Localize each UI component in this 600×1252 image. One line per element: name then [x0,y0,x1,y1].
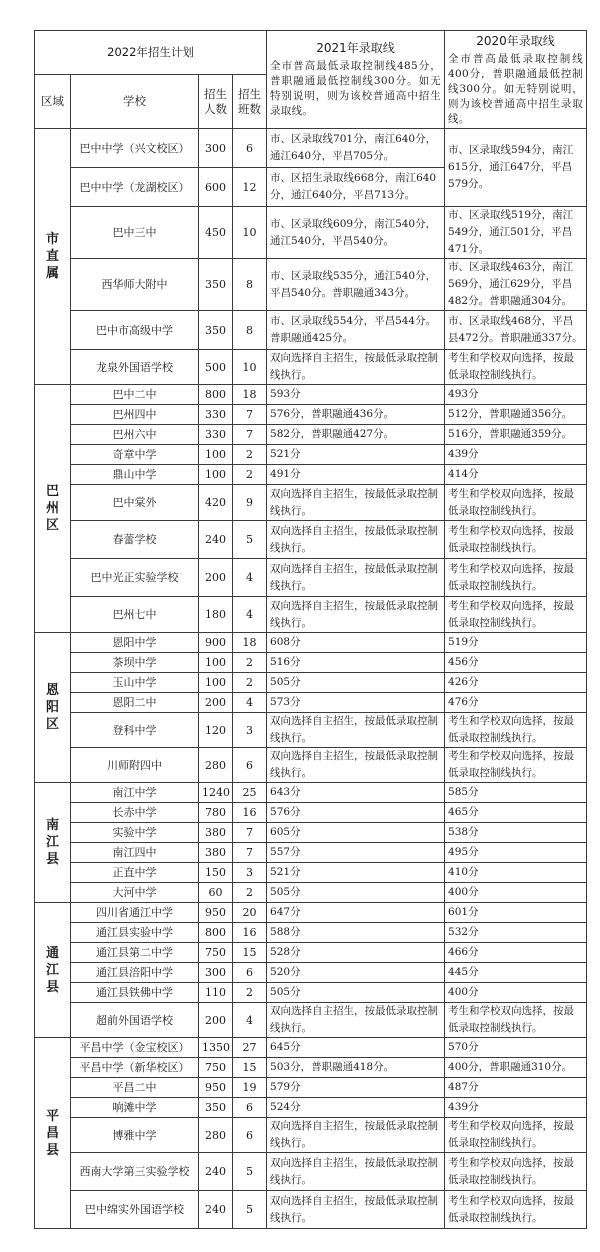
school-cell: 奇章中学 [71,445,199,465]
score-2020-cell: 538分 [445,823,587,843]
score-2020-cell: 市、区录取线519分，南江549分，通江501分，平昌471分。 [445,207,587,259]
classes-cell: 9 [233,485,267,521]
table-row [35,983,587,1003]
score-2020-cell: 考生和学校双向选择，按最低录取控制线执行。 [445,559,587,597]
score-2021-cell: 576分，普职融通436分。 [267,405,445,425]
score-2021-cell: 双向选择自主招生，按最低录取控制线执行。 [267,1153,445,1191]
school-cell: 春蕾学校 [71,521,199,559]
classes-cell: 2 [233,673,267,693]
classes-cell: 3 [233,863,267,883]
table-row [35,259,587,311]
enroll-cell: 1350 [199,1038,233,1058]
table-row [35,311,587,350]
score-2021-cell: 505分 [267,673,445,693]
table-row [35,963,587,983]
school-cell: 茶坝中学 [71,653,199,673]
classes-cell: 15 [233,1058,267,1078]
score-2021-cell: 双向选择自主招生，按最低录取控制线执行。 [267,597,445,633]
classes-cell: 6 [233,1118,267,1153]
y2020-title: 2020年录取线 [476,33,555,48]
table-row [35,713,587,748]
enroll-cell: 100 [199,465,233,485]
score-2021-cell: 双向选择自主招生，按最低录取控制线执行。 [267,521,445,559]
enroll-cell: 200 [199,559,233,597]
enroll-cell: 420 [199,485,233,521]
classes-cell: 4 [233,693,267,713]
score-2021-cell: 市、区录取线554分，平昌544分。普职融通425分。 [267,311,445,350]
classes-cell: 18 [233,633,267,653]
table-row [35,385,587,405]
score-2020-cell: 585分 [445,783,587,803]
score-2021-cell: 588分 [267,923,445,943]
enroll-cell: 280 [199,1118,233,1153]
table-row [35,1078,587,1098]
classes-cell: 20 [233,903,267,923]
table-row [35,1098,587,1118]
score-2020-cell: 市、区录取线594分，南江615分，通江647分，平昌579分。 [445,129,587,207]
classes-cell: 6 [233,129,267,168]
enroll-cell: 750 [199,1058,233,1078]
col-enroll: 招生人数 [199,75,233,129]
score-2020-cell: 570分 [445,1038,587,1058]
score-2021-cell: 521分 [267,445,445,465]
school-cell: 正直中学 [71,863,199,883]
school-cell: 巴中二中 [71,385,199,405]
enroll-cell: 100 [199,653,233,673]
score-2020-cell: 考生和学校双向选择，按最低录取控制线执行。 [445,748,587,783]
table-row [35,1153,587,1191]
classes-cell: 3 [233,713,267,748]
region-cell [35,903,71,1038]
score-2020-cell: 410分 [445,863,587,883]
score-2020-cell: 考生和学校双向选择，按最低录取控制线执行。 [445,1191,587,1229]
score-2020-cell: 市、区录取线463分，南江569分，通江629分，平昌482分。普职融通304分。 [445,259,587,311]
table-row [35,597,587,633]
score-2021-cell: 双向选择自主招生，按最低录取控制线执行。 [267,1003,445,1038]
region-cell [35,129,71,385]
score-2021-cell: 643分 [267,783,445,803]
region-cell [35,633,71,783]
school-cell: 巴中三中 [71,207,199,259]
school-cell: 巴中中学（兴文校区） [71,129,199,168]
classes-cell: 10 [233,207,267,259]
score-2021-cell: 576分 [267,803,445,823]
school-cell: 通江县第二中学 [71,943,199,963]
classes-cell: 10 [233,350,267,385]
enroll-cell: 450 [199,207,233,259]
enroll-cell: 100 [199,445,233,465]
enroll-cell: 350 [199,311,233,350]
table-row [35,445,587,465]
score-2020-cell: 426分 [445,673,587,693]
table-row [35,129,587,168]
col-school: 学校 [71,75,199,129]
score-2021-cell: 双向选择自主招生，按最低录取控制线执行。 [267,1118,445,1153]
score-2020-cell: 439分 [445,1098,587,1118]
score-2021-cell: 573分 [267,693,445,713]
score-2020-cell: 519分 [445,633,587,653]
enroll-cell: 1240 [199,783,233,803]
enroll-cell: 750 [199,943,233,963]
score-2020-cell: 465分 [445,803,587,823]
score-2020-cell: 市、区录取线468分，平昌县472分。普职融通337分。 [445,311,587,350]
enroll-cell: 240 [199,1191,233,1229]
school-cell: 长赤中学 [71,803,199,823]
school-cell: 西南大学第三实验学校 [71,1153,199,1191]
school-cell: 巴中光正实验学校 [71,559,199,597]
school-cell: 巴州七中 [71,597,199,633]
classes-cell: 4 [233,1003,267,1038]
school-cell: 通江县涪阳中学 [71,963,199,983]
school-cell: 西华师大附中 [71,259,199,311]
table-row [35,653,587,673]
school-cell: 登科中学 [71,713,199,748]
school-cell: 平昌二中 [71,1078,199,1098]
classes-cell: 16 [233,923,267,943]
classes-cell: 7 [233,405,267,425]
score-2021-cell: 528分 [267,943,445,963]
score-2021-cell: 579分 [267,1078,445,1098]
enroll-cell: 900 [199,633,233,653]
enroll-cell: 350 [199,1098,233,1118]
school-cell: 恩阳二中 [71,693,199,713]
table-row [35,405,587,425]
y2020-header [445,31,587,129]
table-row [35,923,587,943]
table-row [35,1003,587,1038]
school-cell: 通江县铁佛中学 [71,983,199,1003]
score-2021-cell: 582分，普职融通427分。 [267,425,445,445]
score-2021-cell: 520分 [267,963,445,983]
col-classes: 招生班数 [233,75,267,129]
y2021-title: 2021年录取线 [316,41,395,55]
classes-cell: 6 [233,963,267,983]
school-cell: 巴中中学（龙湖校区） [71,168,199,207]
school-cell: 巴中棠外 [71,485,199,521]
score-2020-cell: 考生和学校双向选择，按最低录取控制线执行。 [445,1003,587,1038]
score-2020-cell: 445分 [445,963,587,983]
score-2021-cell: 双向选择自主招生，按最低录取控制线执行。 [267,748,445,783]
school-cell: 博雅中学 [71,1118,199,1153]
classes-cell: 5 [233,521,267,559]
table-row [35,207,587,259]
score-2020-cell: 考生和学校双向选择，按最低录取控制线执行。 [445,713,587,748]
score-2020-cell: 493分 [445,385,587,405]
score-2021-cell: 市、区录取线609分，南江540分，通江540分，平昌540分。 [267,207,445,259]
enroll-cell: 60 [199,883,233,903]
admission-table [34,30,587,1229]
classes-cell: 2 [233,883,267,903]
enroll-cell: 110 [199,983,233,1003]
score-2021-cell: 521分 [267,863,445,883]
enroll-cell: 150 [199,863,233,883]
score-2021-cell: 双向选择自主招生，按最低录取控制线执行。 [267,559,445,597]
score-2020-cell: 考生和学校双向选择，按最低录取控制线执行。 [445,521,587,559]
table-row [35,903,587,923]
enroll-cell: 800 [199,385,233,405]
enroll-cell: 100 [199,673,233,693]
score-2020-cell: 考生和学校双向选择，按最低录取控制线执行。 [445,350,587,385]
enroll-cell: 330 [199,425,233,445]
enroll-cell: 240 [199,521,233,559]
score-2021-cell: 双向选择自主招生，按最低录取控制线执行。 [267,350,445,385]
school-cell: 巴中绵实外国语学校 [71,1191,199,1229]
score-2021-cell: 491分 [267,465,445,485]
table-row [35,803,587,823]
enroll-cell: 380 [199,823,233,843]
score-2021-cell: 505分 [267,883,445,903]
score-2021-cell: 516分 [267,653,445,673]
plan-title: 2022年招生计划 [35,31,267,75]
enroll-cell: 240 [199,1153,233,1191]
score-2020-cell: 400分 [445,983,587,1003]
header-row-top [35,31,587,75]
classes-cell: 2 [233,445,267,465]
table-row [35,943,587,963]
region-label: 市直属 [45,232,59,281]
classes-cell: 15 [233,943,267,963]
classes-cell: 5 [233,1191,267,1229]
enroll-cell: 120 [199,713,233,748]
score-2021-cell: 市、区录取线535分，通江540分，平昌540分。普职融通343分。 [267,259,445,311]
y2020-note: 全市普高最低录取控制线400分，普职融通最低控制线300分。如无特别说明，则为该校普通高中招生录取线。 [448,52,584,125]
region-cell [35,385,71,633]
table-row [35,748,587,783]
enroll-cell: 500 [199,350,233,385]
score-2021-cell: 505分 [267,983,445,1003]
score-2021-cell: 双向选择自主招生，按最低录取控制线执行。 [267,713,445,748]
classes-cell: 7 [233,843,267,863]
score-2020-cell: 考生和学校双向选择，按最低录取控制线执行。 [445,485,587,521]
score-2021-cell: 605分 [267,823,445,843]
enroll-cell: 350 [199,259,233,311]
classes-cell: 4 [233,597,267,633]
classes-cell: 6 [233,1098,267,1118]
table-row [35,673,587,693]
score-2020-cell: 456分 [445,653,587,673]
score-2020-cell: 400分 [445,883,587,903]
region-cell [35,783,71,903]
school-cell: 超前外国语学校 [71,1003,199,1038]
region-label: 通江县 [45,945,59,995]
table-row [35,350,587,385]
school-cell: 通江县实验中学 [71,923,199,943]
classes-cell: 19 [233,1078,267,1098]
school-cell: 四川省通江中学 [71,903,199,923]
school-cell: 响滩中学 [71,1098,199,1118]
classes-cell: 7 [233,425,267,445]
table-row [35,465,587,485]
enroll-cell: 950 [199,1078,233,1098]
school-cell: 川师附四中 [71,748,199,783]
school-cell: 平昌中学（新华校区） [71,1058,199,1078]
enroll-cell: 200 [199,693,233,713]
enroll-cell: 180 [199,597,233,633]
score-2020-cell: 516分，普职融通359分。 [445,425,587,445]
enroll-cell: 800 [199,923,233,943]
enroll-cell: 280 [199,748,233,783]
enroll-cell: 780 [199,803,233,823]
table-row [35,1191,587,1229]
score-2020-cell: 439分 [445,445,587,465]
score-2021-cell: 645分 [267,1038,445,1058]
score-2021-cell: 557分 [267,843,445,863]
classes-cell: 18 [233,385,267,405]
score-2020-cell: 512分，普职融通356分。 [445,405,587,425]
table-row [35,783,587,803]
y2021-note: 全市普高最低录取控制线485分，普职融通最低控制线300分。如无特别说明，则为该校普通高中招生录取线。 [270,60,442,117]
score-2020-cell: 476分 [445,693,587,713]
classes-cell: 12 [233,168,267,207]
classes-cell: 27 [233,1038,267,1058]
school-cell: 大河中学 [71,883,199,903]
classes-cell: 5 [233,1153,267,1191]
school-cell: 实验中学 [71,823,199,843]
school-cell: 巴州四中 [71,405,199,425]
table-row [35,823,587,843]
score-2020-cell: 601分 [445,903,587,923]
enroll-cell: 380 [199,843,233,863]
table-row [35,1118,587,1153]
score-2020-cell: 考生和学校双向选择，按最低录取控制线执行。 [445,1153,587,1191]
col-region: 区域 [35,75,71,129]
score-2020-cell: 414分 [445,465,587,485]
classes-cell: 16 [233,803,267,823]
y2021-header [267,31,445,129]
score-2020-cell: 考生和学校双向选择，按最低录取控制线执行。 [445,1118,587,1153]
score-2020-cell: 487分 [445,1078,587,1098]
enroll-cell: 600 [199,168,233,207]
region-label: 巴州区 [45,484,59,533]
enroll-cell: 950 [199,903,233,923]
classes-cell: 7 [233,823,267,843]
enroll-cell: 330 [199,405,233,425]
school-cell: 玉山中学 [71,673,199,693]
classes-cell: 25 [233,783,267,803]
region-cell [35,1038,71,1229]
table-row [35,693,587,713]
score-2020-cell: 考生和学校双向选择，按最低录取控制线执行。 [445,597,587,633]
classes-cell: 2 [233,983,267,1003]
table-body [35,129,587,1229]
table-row [35,425,587,445]
school-cell: 龙泉外国语学校 [71,350,199,385]
table-row [35,521,587,559]
region-label: 平昌县 [45,1108,59,1158]
score-2020-cell: 400分，普职融通310分。 [445,1058,587,1078]
school-cell: 平昌中学（金宝校区） [71,1038,199,1058]
classes-cell: 8 [233,311,267,350]
score-2021-cell: 524分 [267,1098,445,1118]
score-2020-cell: 466分 [445,943,587,963]
score-2021-cell: 双向选择自主招生，按最低录取控制线执行。 [267,485,445,521]
school-cell: 恩阳中学 [71,633,199,653]
classes-cell: 6 [233,748,267,783]
school-cell: 巴州六中 [71,425,199,445]
school-cell: 鼎山中学 [71,465,199,485]
score-2021-cell: 双向选择自主招生，按最低录取控制线执行。 [267,1191,445,1229]
table-row [35,1058,587,1078]
classes-cell: 2 [233,465,267,485]
enroll-cell: 300 [199,963,233,983]
table-row [35,485,587,521]
region-label: 南江县 [45,818,59,867]
table-row [35,1038,587,1058]
table-row [35,863,587,883]
score-2021-cell: 503分，普职融通418分。 [267,1058,445,1078]
classes-cell: 8 [233,259,267,311]
table-row [35,633,587,653]
score-2020-cell: 532分 [445,923,587,943]
score-2020-cell: 495分 [445,843,587,863]
school-cell: 南江四中 [71,843,199,863]
admission-table-container [34,30,586,1229]
region-label: 恩阳区 [45,683,59,732]
score-2021-cell: 647分 [267,903,445,923]
score-2021-cell: 市、区招生录取线668分，南江640分，通江640分，平昌713分。 [267,168,445,207]
school-cell: 巴中市高级中学 [71,311,199,350]
classes-cell: 4 [233,559,267,597]
table-row [35,559,587,597]
classes-cell: 2 [233,653,267,673]
score-2021-cell: 608分 [267,633,445,653]
table-row [35,843,587,863]
enroll-cell: 200 [199,1003,233,1038]
table-row [35,883,587,903]
score-2021-cell: 593分 [267,385,445,405]
school-cell: 南江中学 [71,783,199,803]
enroll-cell: 300 [199,129,233,168]
score-2021-cell: 市、区录取线701分，南江640分，通江640分，平昌705分。 [267,129,445,168]
